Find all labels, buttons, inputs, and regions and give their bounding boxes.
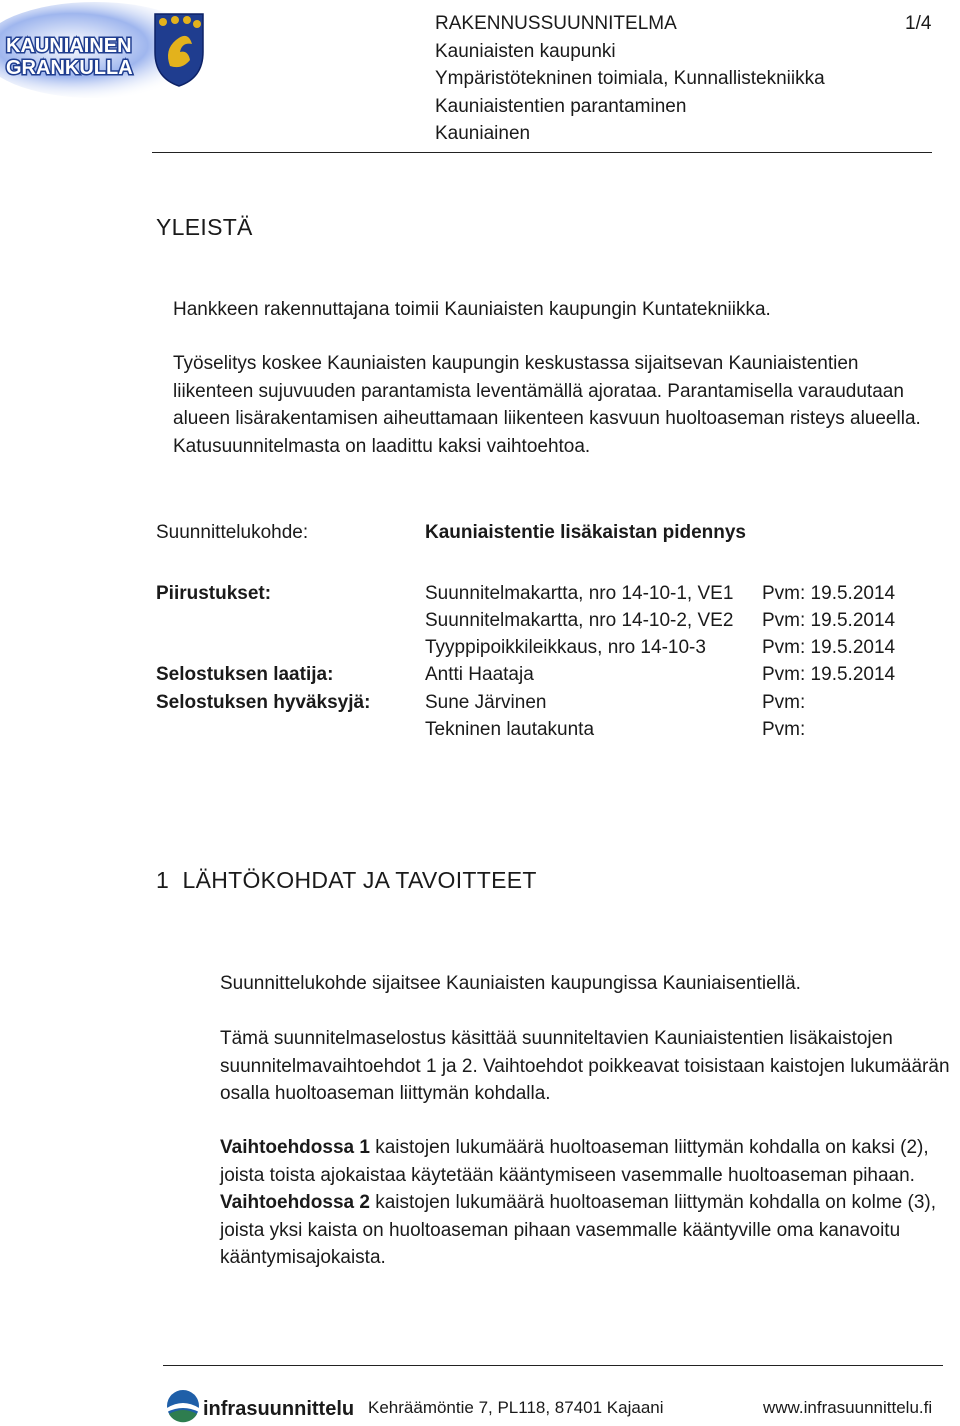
department: Ympäristötekninen toimiala, Kunnallistekniikka [435,68,825,89]
target-value: Kauniaistentie lisäkaistan pidennys [425,522,746,543]
drawing-date: Pvm: 19.5.2014 [762,583,896,604]
logo-text-1: KAUNIAINEN [6,35,132,57]
location: Kauniainen [435,123,531,144]
project-name: Kauniaistentien parantaminen [435,95,687,117]
author-name: Antti Haataja [425,664,534,685]
drawings-label: Piirustukset: [156,583,272,604]
alternative-1-label: Vaihtoehdossa 1 [220,1137,370,1158]
infrasuunnittelu-logo [165,1388,355,1424]
general-paragraph-1: Hankkeen rakennuttajana toimii Kauniaisten kaupungin Kuntatekniikka. [173,299,771,320]
section-title-1: 1 LÄHTÖKOHDAT JA TAVOITTEET [156,867,537,893]
approver-date: Pvm: [762,719,806,740]
approver-date: Pvm: [762,692,806,713]
approver-name: Tekninen lautakunta [425,719,595,740]
target-label: Suunnittelukohde: [156,522,309,543]
general-paragraph-2: Työselitys koskee Kauniaisten kaupungin keskustassa sijaitsevan Kauniaistentien liikenteen sujuvuuden parantamista leventämällä ajorataa. Parantamisella varaudutaan alueen lisärakentamisen aiheuttamaan liikenteen kasvuun huoltoaseman risteys alueella. Katusuunnitelmasta on laadittu kaksi vaihtoehtoa. [173,353,921,457]
footer-address: Kehräämöntie 7, PL118, 87401 Kajaani [368,1398,664,1417]
drawing-name: Tyyppipoikkileikkaus, nro 14-10-3 [425,637,706,658]
alternative-1-text: kaistojen lukumäärä huoltoaseman liittymän kohdalla on kaksi (2), joista toista ajokaistaa käytetään kääntymiseen vasemmalle huoltoaseman pihaan. [220,1137,929,1186]
section-title-general: YLEISTÄ [156,214,253,240]
approver-name: Sune Järvinen [425,692,547,713]
drawing-name: Suunnitelmakartta, nro 14-10-1, VE1 [425,583,734,604]
footer-website[interactable]: www.infrasuunnittelu.fi [763,1398,933,1417]
logo-text-2: GRANKULLA [6,57,133,79]
approver-label: Selostuksen hyväksyjä: [156,692,371,713]
doc-type: RAKENNUSSUUNNITELMA [435,13,677,34]
author-label: Selostuksen laatija: [156,664,334,685]
section1-paragraph-2: Tämä suunnitelmaselostus käsittää suunniteltavien Kauniaistentien lisäkaistojen suunnitelmavaihtoehdot 1 ja 2. Vaihtoehdot poikkeavat toisistaan kaistojen lukumäärän osalla huoltoaseman liittymän kohdalla. [220,1028,950,1104]
drawing-name: Suunnitelmakartta, nro 14-10-2, VE2 [425,610,734,631]
section1-paragraph-1: Suunnittelukohde sijaitsee Kauniaisten kaupungissa Kauniaisentiellä. [220,973,801,994]
drawing-date: Pvm: 19.5.2014 [762,637,896,658]
author-date: Pvm: 19.5.2014 [762,664,896,685]
header-block [435,10,825,148]
client: Kauniaisten kaupunki [435,40,616,62]
footer-divider [163,1365,943,1366]
alternatives-block [220,1134,960,1272]
footer-company: infrasuunnittelu [203,1398,355,1420]
page-number: 1/4 [905,13,932,34]
drawing-date: Pvm: 19.5.2014 [762,610,896,631]
alternative-2-label: Vaihtoehdossa 2 [220,1192,370,1213]
alternative-1 [220,1134,960,1189]
header-divider [152,152,932,153]
kauniainen-logo [0,0,215,100]
alternative-2-text: kaistojen lukumäärä huoltoaseman liittymän kohdalla on kolme (3), joista yksi kaista on huoltoaseman pihaan vasemmalle kääntyville oma kanavoitu kääntymisajokaista. [220,1192,937,1268]
alternative-2 [220,1189,960,1272]
